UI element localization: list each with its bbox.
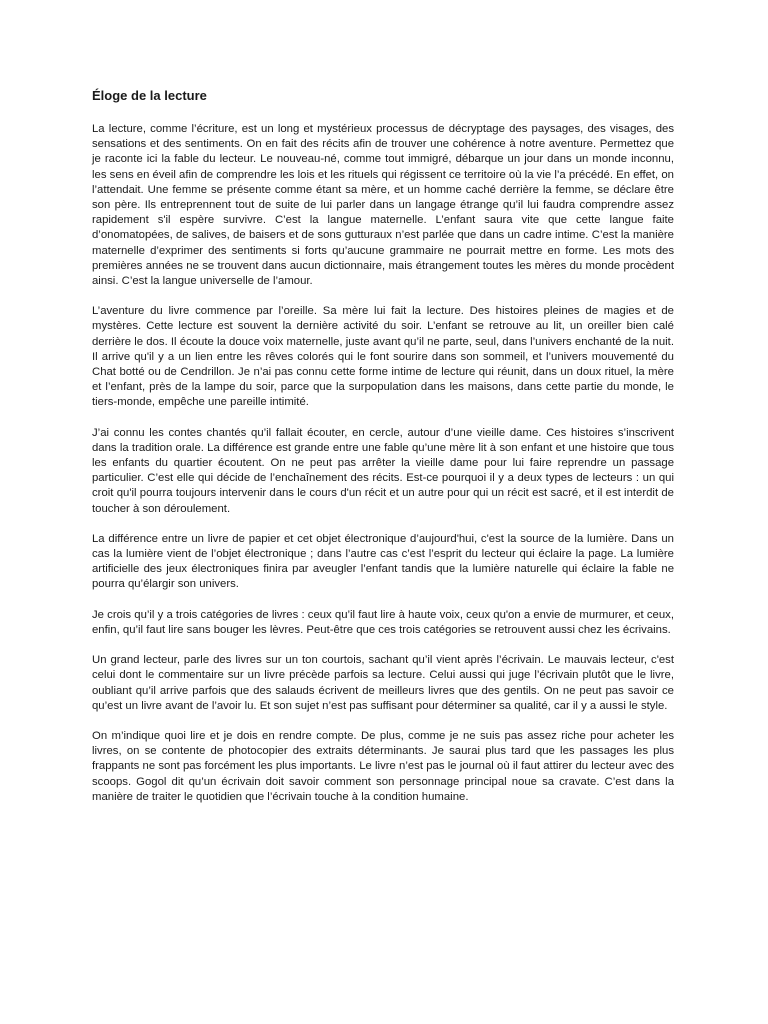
paragraph-2: L’aventure du livre commence par l’oreille. Sa mère lui fait la lecture. Des histoires pleines de magies et de mystères. Cette lecture est souvent la dernière activité du soir. L’enfant se retrouve au lit, un oreiller bien calé derrière le dos. Il écoute la douce voix maternelle, juste avant qu’il ne parte, seul, dans l’univers enchanté de la nuit. Il arrive qu'il y a un lien entre les rêves colorés qui le font sourire dans son sommeil, et l’univers mouvementé du Chat botté ou de Cendrillon. Je n’ai pas connu cette forme intime de lecture qui réunit, dans un doux rituel, la mère et l’enfant, près de la lampe du soir, parce que la surpopulation dans les maisons, dans cette partie du monde, le tiers-monde, empêche une pareille intimité. bbox=[92, 305, 674, 409]
paragraph-3: J’ai connu les contes chantés qu’il fallait écouter, en cercle, autour d’une vieille dame. Ces histoires s’inscrivent dans la tradition orale. La différence est grande entre une fable qu’une mère lit à son enfant et une histoire que tous les enfants du quartier écoutent. On ne peut pas arrêter la vieille dame pour lui faire reprendre un passage particulier. C’est elle qui décide de l’enchaînement des récits. Est-ce pourquoi il y a deux types de lecteurs : un qui croit qu'il pourra toujours intervenir dans le cours d'un récit et un autre pour qui un récit est sacré, et il est interdit de toucher à son déroulement. bbox=[92, 426, 674, 515]
paragraph-1: La lecture, comme l’écriture, est un long et mystérieux processus de décryptage des paysages, des visages, des sensations et des sentiments. On en fait des récits afin de trouver une cohérence à notre aventure. Permettez que je raconte ici la fable du lecteur. Le nouveau-né, comme tout immigré, débarque un jour dans un monde inconnu, les sens en éveil afin de comprendre les lois et les rituels qui régissent ce territoire où la vie l’a précédé. En effet, on l’attendait. Une femme se présente comme étant sa mère, et un homme caché derrière la femme, se déclare être son père. Ils entreprennent tout de suite de lui parler dans un langage étrange qu’il lui faudra comprendre assez rapidement s'il espère survivre. C’est la langue maternelle. L’enfant saura vite que cette langue faite d’onomatopées, de salives, de baisers et de sons gutturaux n’est parlée que dans un cadre intime. C’est la manière maternelle d’exprimer des sentiments si forts qu’aucune grammaire ne pourrait mettre en forme. Les mots des premières années ne se trouvent dans aucun dictionnaire, mais étrangement toutes les mères du monde procèdent ainsi. C’est la langue universelle de l’amour. bbox=[92, 123, 674, 288]
document-page bbox=[92, 87, 674, 820]
paragraph-5: Je crois qu’il y a trois catégories de livres : ceux qu’il faut lire à haute voix, ceux qu'on a envie de murmurer, et ceux, enfin, qu’il faut lire sans bouger les lèvres. Peut-être que ces trois catégories se retrouvent aussi chez les écrivains. bbox=[92, 608, 674, 636]
paragraph-7: On m’indique quoi lire et je dois en rendre compte. De plus, comme je ne suis pas assez riche pour acheter les livres, on se contente de photocopier des extraits déterminants. Je saurai plus tard que les passages les plus frappants ne sont pas forcément les plus importants. Le livre n’est pas le journal où il faut attirer du lecteur avec des scoops. Gogol dit qu’un écrivain doit savoir comment son personnage principal noue sa cravate. C’est dans la manière de traiter le quotidien que l’écrivain touche à la condition humaine. bbox=[92, 729, 674, 803]
paragraph-4: La différence entre un livre de papier et cet objet électronique d’aujourd'hui, c'est la source de la lumière. Dans un cas la lumière vient de l’objet électronique ; dans l’autre cas c’est l’esprit du lecteur qui éclaire la page. La lumière artificielle des jeux électroniques finira par aveugler l’enfant tandis que la lumière naturelle qui éclaire la fable ne pourra qu’élargir son univers. bbox=[92, 532, 674, 591]
paragraph-6: Un grand lecteur, parle des livres sur un ton courtois, sachant qu’il vient après l’écrivain. Le mauvais lecteur, c'est celui dont le commentaire sur un livre précède parfois sa lecture. Celui aussi qui juge l’écrivain plutôt que le livre, oubliant qu’il arrive parfois que des salauds écrivent de meilleurs livres que des gentils. On ne peut pas savoir ce qu’est un livre avant de l’avoir lu. Et son sujet n’est pas suffisant pour déterminer sa qualité, car il y a aussi le style. bbox=[92, 654, 674, 712]
document-title: Éloge de la lecture bbox=[92, 88, 207, 103]
